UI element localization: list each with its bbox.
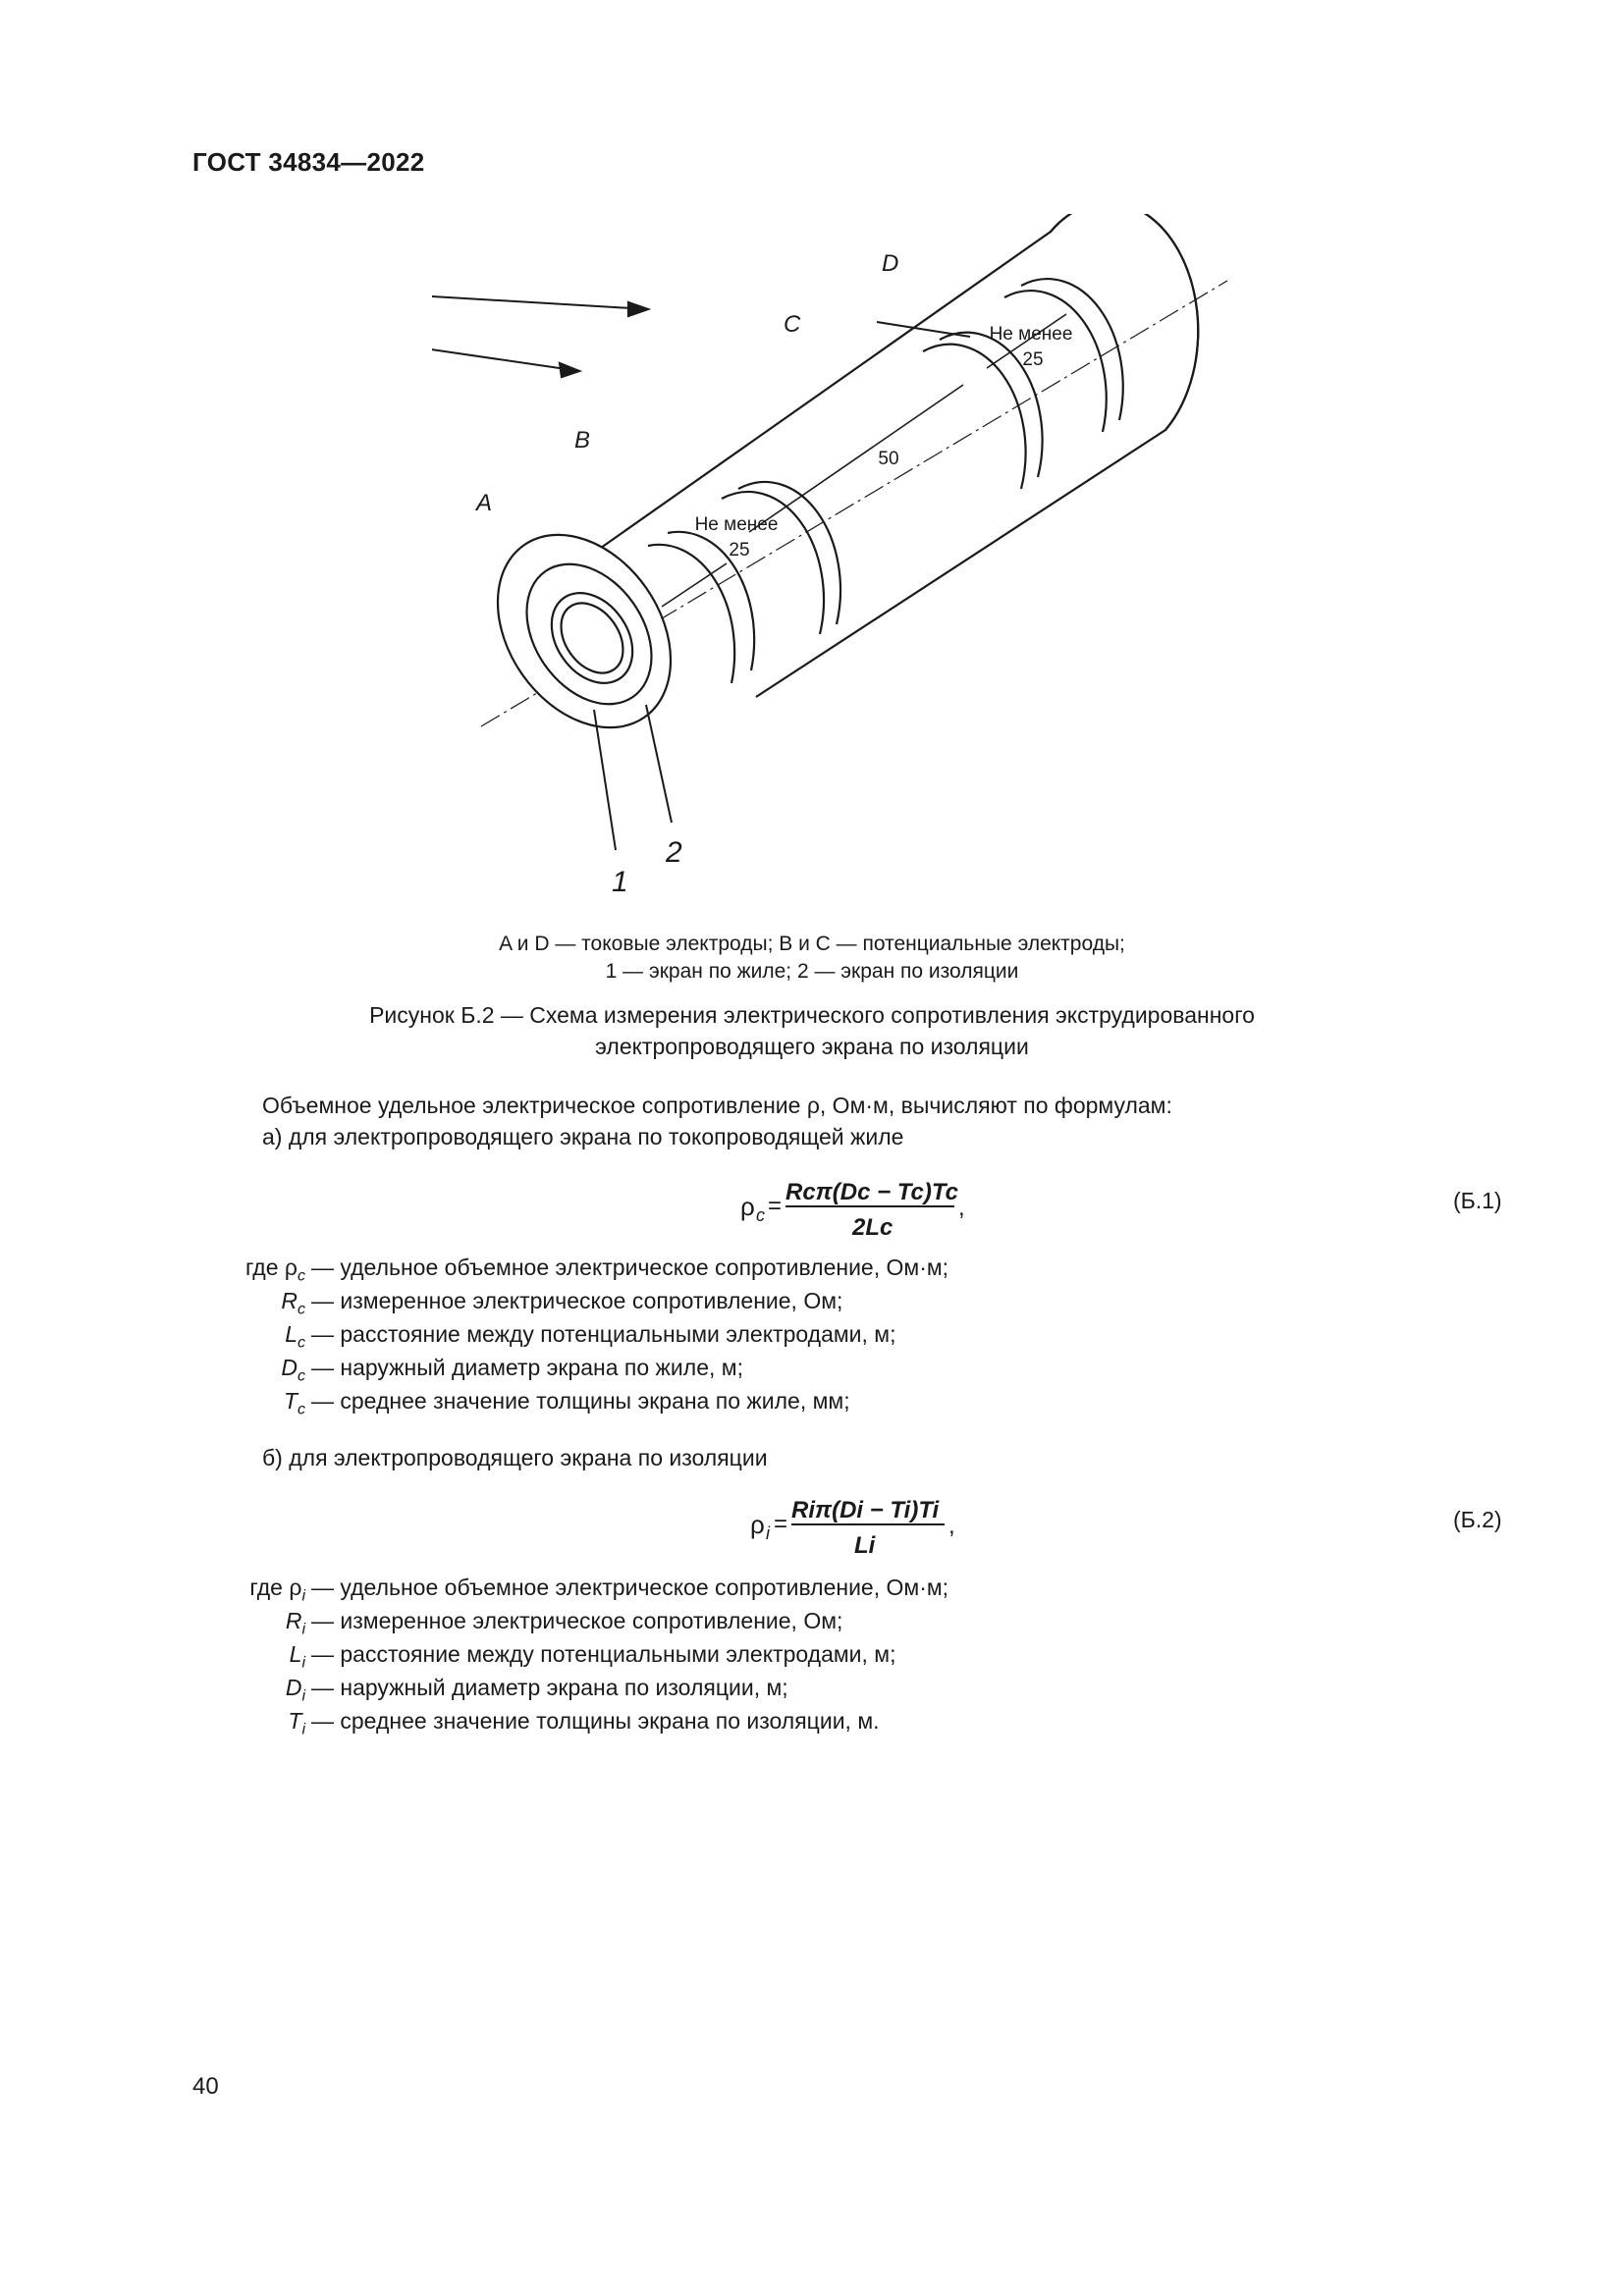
definition-text: — удельное объемное электрическое сопротивление, Ом·м; <box>311 1575 949 1600</box>
cylinder-end-cap <box>1051 214 1198 430</box>
definition-symbol: где $\rho_i$ <box>249 1575 305 1605</box>
formula-b2-number: (Б.2) <box>1453 1507 1502 1532</box>
figure-caption-line-2: электропроводящего экрана по изоляции <box>595 1034 1029 1059</box>
dim-50 <box>749 385 963 532</box>
label-2: 2 <box>666 836 682 869</box>
definition-symbol: $T_i$ <box>288 1708 305 1738</box>
leader-2 <box>646 705 672 823</box>
formula1-definition-row <box>192 1351 743 1384</box>
definition-text: — среднее значение толщины экрана по изоляции, м. <box>311 1708 880 1734</box>
formula1-definition-row <box>192 1384 850 1417</box>
definition-symbol: где $\rho_c$ <box>244 1255 305 1285</box>
definition-text: — наружный диаметр экрана по жиле, м; <box>311 1355 743 1380</box>
electrode-band-c <box>923 345 1026 489</box>
label-d: D <box>882 250 899 277</box>
definition-symbol: $T_c$ <box>283 1388 305 1418</box>
electrode-band-b <box>722 492 824 634</box>
item-b: б) для электропроводящего экрана по изоляции <box>262 1445 768 1470</box>
definition-text: — измеренное электрическое сопротивление, Ом; <box>311 1608 843 1633</box>
definition-text: — наружный диаметр экрана по изоляции, м; <box>311 1675 788 1700</box>
label-50: 50 <box>878 449 899 469</box>
page-number: 40 <box>192 2073 219 2100</box>
label-25-right: 25 <box>1022 349 1044 370</box>
leader-1 <box>594 710 616 850</box>
label-25-left: 25 <box>729 540 750 561</box>
svg-text:=: = <box>774 1511 788 1537</box>
label-not-less-left: Не менее <box>694 514 779 535</box>
svg-text:i: i <box>766 1523 770 1543</box>
definition-text: — расстояние между потенциальными электродами, м; <box>311 1641 896 1667</box>
svg-text:,: , <box>958 1195 965 1221</box>
definition-symbol: $L_c$ <box>285 1321 305 1352</box>
formula1-definition-row <box>192 1284 842 1317</box>
svg-text:Rcπ(Dc − Tc)Tc: Rcπ(Dc − Tc)Tc <box>785 1179 959 1205</box>
formula-b1-number: (Б.1) <box>1453 1188 1502 1213</box>
item-a: а) для электропроводящего экрана по токопроводящей жиле <box>262 1124 904 1149</box>
cable-measurement-diagram <box>432 214 1276 921</box>
definition-text: — измеренное электрическое сопротивление, Ом; <box>311 1288 843 1313</box>
figure-caption-line-1: Рисунок Б.2 — Схема измерения электрического сопротивления экструдированного <box>369 1002 1255 1028</box>
definition-text: — расстояние между потенциальными электродами, м; <box>311 1321 896 1347</box>
figure-legend-line-1: A и D — токовые электроды; B и C — потенциальные электроды; <box>499 933 1125 955</box>
svg-text:ρ: ρ <box>750 1510 765 1539</box>
svg-text:2Lc: 2Lc <box>852 1214 893 1241</box>
formula2-definition-row <box>192 1604 842 1637</box>
formula1-definition-row <box>192 1251 948 1284</box>
definition-text: — среднее значение толщины экрана по жиле, мм; <box>311 1388 850 1414</box>
svg-text:Riπ(Di − Ti)Ti: Riπ(Di − Ti)Ti <box>791 1497 940 1523</box>
intro-paragraph: Объемное удельное электрическое сопротивление ρ, Ом·м, вычисляют по формулам: <box>262 1093 1172 1118</box>
svg-text:,: , <box>948 1513 955 1539</box>
svg-text:Li: Li <box>854 1532 876 1559</box>
formula2-definition-row <box>192 1637 896 1671</box>
label-a: A <box>476 490 493 516</box>
formula2-definition-row <box>192 1671 788 1704</box>
definition-symbol: $R_c$ <box>281 1288 305 1318</box>
definition-symbol: $L_i$ <box>289 1641 305 1672</box>
formula2-definition-row <box>192 1571 948 1604</box>
svg-text:=: = <box>768 1193 783 1219</box>
label-b: B <box>574 427 591 454</box>
definition-text: — удельное объемное электрическое сопротивление, Ом·м; <box>311 1255 949 1280</box>
svg-text:c: c <box>756 1205 765 1225</box>
label-1: 1 <box>612 866 628 898</box>
label-c: C <box>784 311 801 338</box>
definition-symbol: $D_c$ <box>281 1355 305 1385</box>
definition-symbol: $D_i$ <box>285 1675 305 1705</box>
front-end-outer <box>462 502 707 761</box>
label-not-less-right: Не менее <box>989 324 1073 345</box>
document-header: ГОСТ 34834—2022 <box>192 147 425 177</box>
svg-text:ρ: ρ <box>740 1192 755 1221</box>
formula-b1 <box>736 1170 992 1249</box>
formula-b2 <box>746 1488 972 1567</box>
definition-symbol: $R_i$ <box>285 1608 305 1638</box>
figure-legend-line-2: 1 — экран по жиле; 2 — экран по изоляции <box>605 960 1019 983</box>
formula2-definition-row <box>192 1704 880 1737</box>
formula1-definition-row <box>192 1317 896 1351</box>
